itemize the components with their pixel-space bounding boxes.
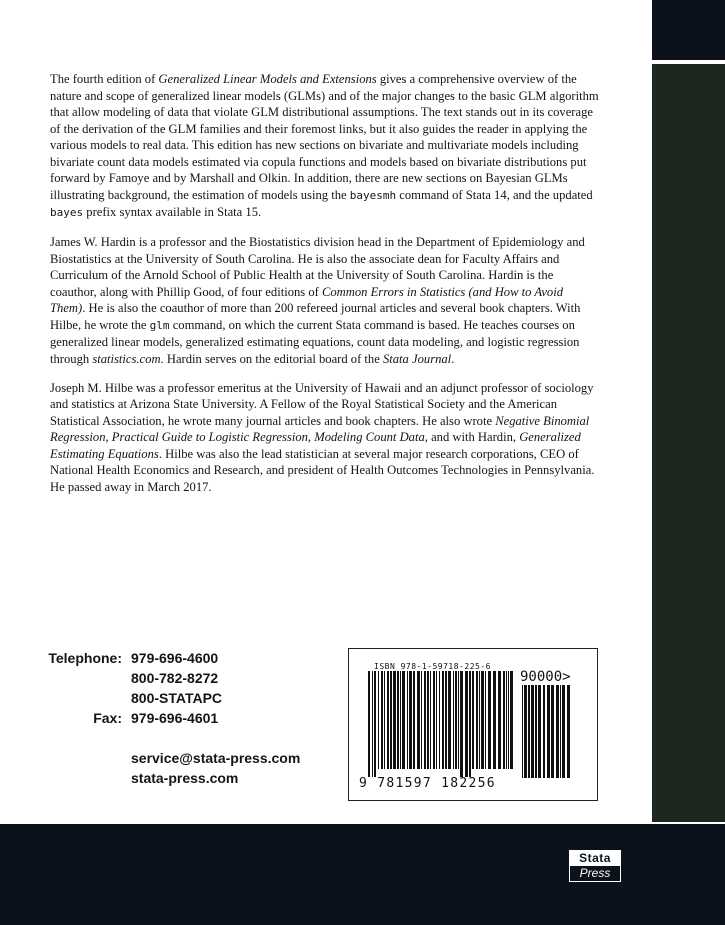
book-title: Modeling Count Data: [314, 430, 425, 444]
book-title: Practical Guide to Logistic Regression: [111, 430, 308, 444]
barcode-bar: [402, 671, 405, 769]
telephone-row: [46, 648, 300, 668]
barcode-bar: [433, 671, 435, 769]
barcode-bar: [567, 685, 570, 778]
barcode-bar: [448, 671, 451, 769]
back-cover-text: [50, 71, 600, 508]
barcode-bar: [439, 671, 440, 769]
phone-row: [46, 668, 300, 688]
book-title: Negative Binomial Regression: [50, 413, 590, 444]
barcode-bar: [400, 671, 401, 769]
barcode-bar: [538, 685, 541, 778]
barcode-bar: [528, 685, 530, 778]
text-run: command, on which the current Stata command is based. He teaches courses on generalized linear models, generalized estimating equations, count data modeling, and logistic regression through: [50, 317, 580, 366]
barcode-bar: [430, 671, 431, 769]
logo-stata: Stata: [570, 851, 620, 866]
barcode-bar: [503, 671, 505, 769]
journal-title: Stata Journal: [382, 351, 452, 366]
addon-barcode-bars: [521, 685, 571, 778]
barcode-bar: [378, 671, 379, 769]
description-paragraph: [50, 71, 600, 222]
phone-number: 800-782-8272: [131, 670, 219, 686]
barcode-bar: [421, 671, 422, 769]
barcode-bar: [413, 671, 415, 769]
barcode-bar: [393, 671, 396, 769]
website-url: stata-press.com: [131, 770, 239, 786]
fax-row: [46, 708, 300, 728]
barcode-bar: [547, 685, 550, 778]
command-name: bayesmh: [349, 188, 397, 202]
barcode-bar: [485, 671, 486, 769]
barcode-bar: [469, 671, 471, 777]
text-run: James W. Hardin is a professor and the Biostatistics division head in the Department of Epidemiology and Biostatistics at the University of South Carolina. He is also the associate dean for Faculty Affairs and Curriculum of the Arnold School of Public Health at the University of South Carolina. Hardin is the coauthor, along with Phillip Good, of four editions of: [50, 235, 585, 299]
text-run: . He is also the coauthor of more than 200 refereed journal articles and several book chapters. With Hilbe, he wrote the: [50, 301, 581, 332]
barcode-bar: [510, 671, 513, 769]
barcode-bar: [556, 685, 559, 778]
text-run: .: [451, 351, 455, 366]
barcode-bar: [551, 685, 554, 778]
barcode-bar: [460, 671, 463, 777]
telephone-label: Telephone:: [48, 650, 122, 666]
fax-label: Fax:: [93, 710, 122, 726]
phone-row: [46, 688, 300, 708]
website-name: statistics.com: [92, 351, 161, 366]
barcode-bar: [390, 671, 392, 769]
barcode-bar: [427, 671, 429, 769]
stata-press-logo: [569, 850, 621, 882]
isbn-text: ISBN 978-1-59718-225-6: [374, 662, 491, 671]
barcode-bar: [424, 671, 426, 769]
barcode-bar: [465, 671, 468, 777]
barcode-bar: [397, 671, 399, 769]
barcode-bar: [543, 685, 545, 778]
book-title: Generalized Estimating Equations: [50, 430, 581, 461]
text-run: ,: [307, 430, 315, 444]
text-run: , and with Hardin,: [424, 430, 520, 444]
text-run: . Hardin serves on the editorial board of the: [160, 351, 383, 366]
barcode-bar: [453, 671, 454, 769]
barcode-bar: [442, 671, 444, 769]
barcode-bar: [445, 671, 447, 769]
isbn-barcode: [348, 648, 598, 801]
email-row: [46, 748, 300, 768]
barcode-bar: [498, 671, 501, 769]
barcode-bar: [493, 671, 496, 769]
hardin-bio-paragraph: [50, 234, 600, 367]
logo-press: Press: [579, 866, 611, 880]
contact-info: [46, 648, 300, 788]
barcode-bar: [381, 671, 383, 769]
barcode-bar: [479, 671, 480, 769]
command-name: bayes: [50, 206, 84, 219]
barcode-bar: [508, 671, 509, 769]
barcode-bars: [367, 671, 517, 778]
text-run: Joseph M. Hilbe was a professor emeritus at the University of Hawaii and an adjunct professor of sociology and statistics at Arizona State University. A Fellow of the Royal Statistical Society and the American Statistical Association, he wrote many journal articles and book chapters. He also wrote: [50, 380, 594, 428]
barcode-bar: [368, 671, 370, 777]
barcode-bar: [535, 685, 537, 778]
text-run: The fourth edition of: [50, 72, 159, 86]
text-run: gives a comprehensive overview of the nature and scope of generalized linear models (GLMs) and of the major changes to the basic GLM algorithm that allow modeling of data that violate GLM distributional assumptions. The text stands out in its coverage of the derivation of the GLM families and their foremost links, but it also guides the reader in applying the various models to real data. This edition has new sections on bivariate and multivariate models including bivariate count data models estimated via copula functions and models based on bivariate distributions put forward by Famoye and by Marshall and Olkin. In addition, there are new sections on Bayesian GLMs illustrating background, the estimation of models using the: [50, 72, 599, 202]
barcode-bar: [488, 671, 491, 769]
text-run: ,: [105, 430, 112, 444]
spine-top-band: [652, 0, 725, 60]
book-title: Generalized Linear Models and Extensions: [158, 72, 377, 86]
text-run: . Hilbe was also the lead statistician at several major research corporations, CEO of National Health Economics and Research, and president of Health Outcomes Technologies in Pennsylvania. He passed away in March 2017.: [50, 446, 595, 494]
barcode-bar: [562, 685, 565, 778]
barcode-bar: [409, 671, 412, 769]
barcode-bar: [387, 671, 389, 769]
barcode-bar: [522, 685, 523, 778]
barcode-bar: [560, 685, 561, 778]
barcode-bar: [472, 671, 474, 769]
barcode-bar: [531, 685, 534, 778]
barcode-bar: [436, 671, 437, 769]
barcode-bar: [481, 671, 484, 769]
text-run: command of Stata 14, and the updated: [396, 187, 593, 202]
fax-number: 979-696-4601: [131, 710, 219, 726]
barcode-bar: [506, 671, 507, 769]
text-run: prefix syntax available in Stata 15.: [83, 205, 262, 219]
email-address: service@stata-press.com: [131, 750, 301, 766]
barcode-bar: [455, 671, 457, 769]
ean-digits: 9 781597 182256: [359, 776, 496, 791]
spine-green-band: [652, 64, 725, 822]
barcode-bar: [372, 671, 373, 777]
website-row: [46, 768, 300, 788]
phone-number: 800-STATAPC: [131, 690, 223, 706]
barcode-bar: [374, 671, 376, 777]
barcode-bar: [476, 671, 478, 769]
phone-number: 979-696-4600: [131, 650, 219, 666]
barcode-bar: [524, 685, 527, 778]
hilbe-bio-paragraph: [50, 380, 600, 496]
price-code: 90000>: [520, 669, 571, 685]
command-name: glm: [149, 318, 170, 332]
barcode-bar: [417, 671, 420, 769]
barcode-bar: [458, 671, 459, 769]
book-title: Common Errors in Statistics (and How to Avoid Them): [50, 284, 564, 315]
barcode-bar: [407, 671, 408, 769]
barcode-bar: [384, 671, 385, 769]
